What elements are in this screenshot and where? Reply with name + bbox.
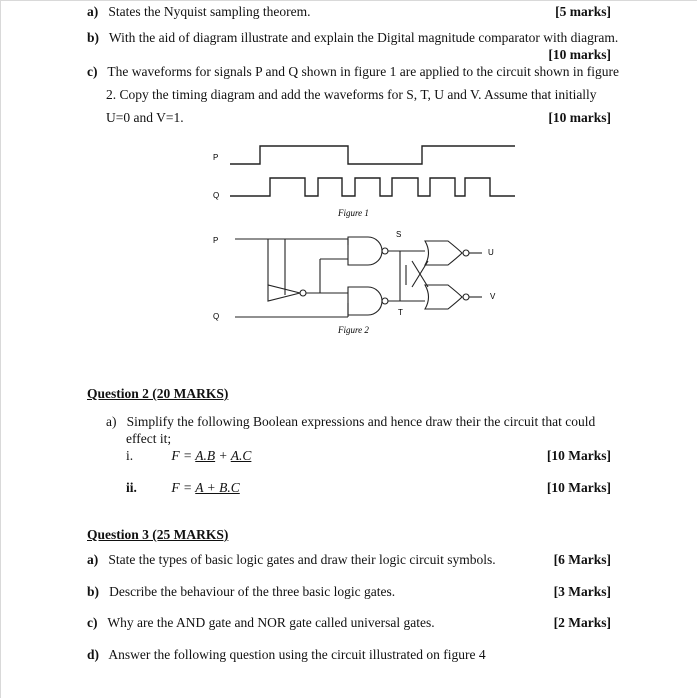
q2-item-ii-num: ii. (126, 480, 137, 495)
q2-item-i-plus: + (215, 448, 231, 463)
figure2-t-label: T (398, 308, 403, 317)
figure2-s-label: S (396, 230, 402, 239)
q2-heading: Question 2 (20 MARKS) (87, 386, 229, 401)
q3a-text: State the types of basic logic gates and draw their logic circuit symbols. (108, 552, 496, 567)
figure2-caption: Figure 2 (338, 325, 369, 335)
page-border-left (0, 0, 1, 698)
q3a-label: a) (87, 552, 99, 567)
figure1-timing-diagram (200, 138, 530, 228)
gate-u (425, 241, 462, 265)
q3d-label: d) (87, 647, 100, 662)
q2-item-ii-lhs: F = (171, 480, 196, 495)
gate-s-bubble (382, 248, 388, 254)
q2-item-ii (126, 479, 240, 496)
q3b-text: Describe the behaviour of the three basic logic gates. (109, 584, 396, 599)
gate-s (348, 237, 382, 265)
figure1-caption: Figure 1 (338, 208, 369, 218)
q3a-row (87, 551, 496, 568)
q1c-text-line2: 2. Copy the timing diagram and add the waveforms for S, T, U and V. Assume that initially (106, 87, 597, 102)
q2a-text-line1: Simplify the following Boolean expressions and hence draw their the circuit that could (126, 414, 596, 429)
q1b-label: b) (87, 30, 100, 45)
gate-u-bubble (463, 250, 469, 256)
q3d-text: Answer the following question using the circuit illustrated on figure 4 (108, 647, 486, 662)
q2-item-i-num: i. (126, 448, 134, 463)
q2a-row (106, 413, 595, 430)
q1b-marks: [10 marks] (548, 47, 611, 62)
q3-heading: Question 3 (25 MARKS) (87, 527, 229, 542)
q2-item-i-term1: A.B (195, 448, 216, 463)
figure2-u-label: U (488, 248, 494, 257)
q2-item-i-lhs: F = (171, 448, 196, 463)
q1b-text: With the aid of diagram illustrate and explain the Digital magnitude comparator with diagram. (108, 30, 619, 45)
q2-item-ii-term1: A + B.C (195, 480, 240, 495)
q1a-text: States the Nyquist sampling theorem. (108, 4, 311, 19)
gate-t (348, 287, 382, 315)
figure2-circuit (200, 225, 520, 340)
not-gate (268, 285, 300, 301)
q1c-label: c) (87, 64, 98, 79)
gate-v-bubble (463, 294, 469, 300)
q2a-label: a) (106, 414, 117, 429)
q1c-row (87, 63, 619, 80)
q1a-label: a) (87, 4, 99, 19)
figure1-p-label: P (213, 153, 219, 162)
q3c-label: c) (87, 615, 98, 630)
q3a-marks: [6 Marks] (553, 552, 611, 567)
q3b-marks: [3 Marks] (553, 584, 611, 599)
q1c-marks: [10 marks] (548, 110, 611, 125)
q2-item-ii-marks: [10 Marks] (546, 480, 611, 495)
q3c-row (87, 614, 435, 631)
q1a-marks: [5 marks] (555, 4, 611, 19)
figure2-p-label: P (213, 236, 219, 245)
q3d-row (87, 646, 486, 663)
figure2-v-label: V (490, 292, 496, 301)
q3c-text: Why are the AND gate and NOR gate called universal gates. (107, 615, 435, 630)
q3b-label: b) (87, 584, 100, 599)
page-border-top (0, 0, 697, 1)
waveform-q (230, 178, 515, 196)
q2a-text-line2: effect it; (126, 431, 172, 446)
q1a-row (87, 3, 310, 20)
figure1-q-label: Q (213, 191, 220, 200)
gate-v (425, 285, 462, 309)
q2-item-i-term2: A.C (230, 448, 252, 463)
q2-item-i (126, 447, 251, 464)
figure2-q-label: Q (213, 312, 220, 321)
q3c-marks: [2 Marks] (553, 615, 611, 630)
q2-item-i-marks: [10 Marks] (546, 448, 611, 463)
gate-t-bubble (382, 298, 388, 304)
q3b-row (87, 583, 395, 600)
waveform-p (230, 146, 515, 164)
q1c-text-line1: The waveforms for signals P and Q shown in figure 1 are applied to the circuit shown in figure (107, 64, 620, 79)
q1c-text-line3: U=0 and V=1. (106, 110, 184, 125)
not-gate-bubble (300, 290, 306, 296)
q1b-row (87, 29, 618, 46)
